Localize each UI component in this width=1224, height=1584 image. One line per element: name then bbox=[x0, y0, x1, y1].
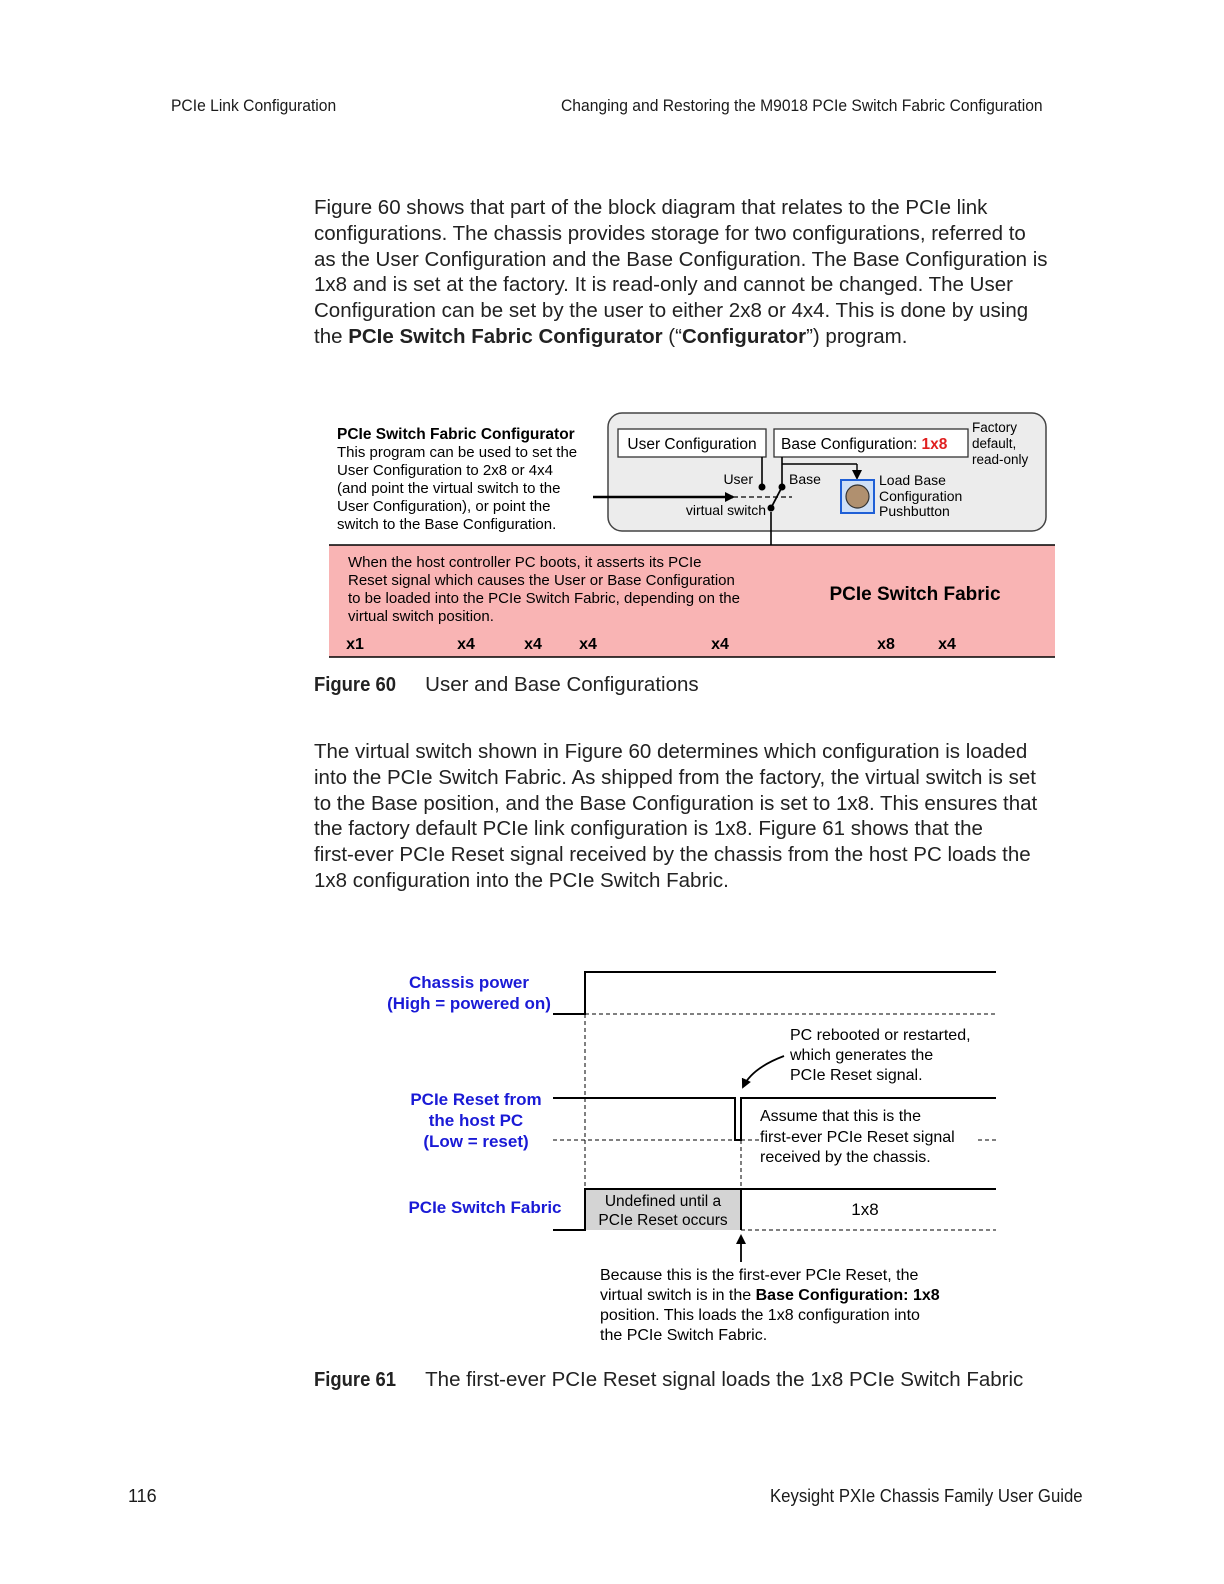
figure-61-caption bbox=[314, 1368, 1023, 1392]
configurator-desc-line: This program can be used to set the bbox=[337, 444, 578, 461]
lane-label: x4 bbox=[524, 636, 542, 653]
lane-label: x4 bbox=[579, 636, 597, 653]
configurator-name: PCIe Switch Fabric Configurator bbox=[348, 324, 663, 348]
text-line: configurations. The chassis provides storage for two configurations, referred to bbox=[314, 221, 1026, 245]
host-note-line: When the host controller PC boots, it asserts its PCIe bbox=[348, 554, 702, 571]
because-note-line: position. This loads the 1x8 configuration into bbox=[600, 1307, 920, 1324]
text-line: to the Base position, and the Base Configuration is set to 1x8. This ensures that bbox=[314, 791, 1038, 815]
user-position-label: User bbox=[723, 471, 753, 487]
chassis-power-label: (High = powered on) bbox=[387, 994, 551, 1013]
text-line: first-ever PCIe Reset signal received by the chassis from the host PC loads the bbox=[314, 843, 1031, 867]
rebooted-note-line: PC rebooted or restarted, bbox=[790, 1027, 971, 1044]
assume-note-line: first-ever PCIe Reset signal bbox=[760, 1129, 955, 1146]
configurator-desc-line: User Configuration to 2x8 or 4x4 bbox=[337, 462, 553, 479]
running-header-section: PCIe Link Configuration bbox=[171, 96, 337, 115]
switch-fabric-signal-label: PCIe Switch Fabric bbox=[408, 1198, 562, 1217]
text-line: into the PCIe Switch Fabric. As shipped from the factory, the virtual switch is set bbox=[314, 765, 1036, 789]
virtual-switch-label: virtual switch bbox=[685, 502, 766, 518]
because-bold-run: Base Configuration: 1x8 bbox=[755, 1287, 940, 1304]
pcie-reset-label: the host PC bbox=[428, 1111, 524, 1130]
guide-title: Keysight PXIe Chassis Family User Guide bbox=[770, 1486, 1083, 1506]
lane-label: x1 bbox=[346, 636, 364, 653]
lane-label: x4 bbox=[457, 636, 475, 653]
text-line: 1x8 configuration into the PCIe Switch Fabric. bbox=[314, 868, 729, 892]
figure-label: Figure 61 bbox=[314, 1368, 397, 1391]
lane-label: x4 bbox=[938, 636, 956, 653]
undefined-state-label: PCIe Reset occurs bbox=[598, 1212, 728, 1229]
text-line: the factory default PCIe link configuration is 1x8. Figure 61 shows that the bbox=[314, 817, 983, 841]
figure-title: The first-ever PCIe Reset signal loads the 1x8 PCIe Switch Fabric bbox=[425, 1368, 1024, 1391]
factory-note-line: default, bbox=[972, 436, 1017, 451]
user-contact-dot bbox=[759, 484, 766, 491]
pushbutton-cap bbox=[846, 485, 869, 508]
factory-note-line: read-only bbox=[972, 452, 1029, 467]
figure-label: Figure 60 bbox=[314, 673, 397, 696]
text-line: as the User Configuration and the Base Configuration. The Base Configuration is bbox=[314, 247, 1048, 271]
fabric-state-value: 1x8 bbox=[851, 1200, 879, 1219]
pushbutton-label-line: Load Base bbox=[879, 472, 946, 488]
assume-note-line: Assume that this is the bbox=[760, 1108, 921, 1125]
text-line: The virtual switch shown in Figure 60 determines which configuration is loaded bbox=[314, 740, 1028, 763]
virtual-switch-paragraph bbox=[314, 739, 1084, 894]
figure-61-timing-diagram bbox=[0, 940, 1224, 1360]
virtual-switch-pivot bbox=[768, 505, 775, 512]
switch-fabric-label: PCIe Switch Fabric bbox=[829, 584, 1001, 605]
configurator-desc-line: (and point the virtual switch to the bbox=[337, 480, 561, 497]
lane-label: x4 bbox=[711, 636, 729, 653]
because-note-line: the PCIe Switch Fabric. bbox=[600, 1327, 768, 1344]
figure-60-diagram bbox=[0, 0, 1224, 700]
page-number: 116 bbox=[128, 1486, 157, 1506]
text-line: Configuration can be set by the user to either 2x8 or 4x4. This is done by using bbox=[314, 299, 1029, 323]
pushbutton-label-line: Configuration bbox=[879, 488, 963, 504]
chassis-power-waveform bbox=[553, 972, 996, 1014]
because-note-line: Because this is the first-ever PCIe Reset, the bbox=[600, 1267, 919, 1284]
configurator-desc-line: User Configuration), or point the bbox=[337, 498, 551, 515]
configurator-desc-line: switch to the Base Configuration. bbox=[337, 516, 557, 533]
text-run: (“ bbox=[662, 324, 682, 348]
factory-note-line: Factory bbox=[972, 420, 1018, 435]
because-text-run: virtual switch is in the bbox=[600, 1287, 756, 1304]
configurator-short-name: Configurator bbox=[681, 324, 807, 348]
host-note-line: to be loaded into the PCIe Switch Fabric, depending on the bbox=[348, 590, 740, 607]
text-line: 1x8 and is set at the factory. It is read-only and cannot be changed. The User bbox=[314, 273, 1013, 297]
undefined-state-label: Undefined until a bbox=[604, 1193, 722, 1210]
figure-title: User and Base Configurations bbox=[425, 673, 699, 696]
rebooted-note-line: PCIe Reset signal. bbox=[790, 1067, 923, 1084]
figure-60-caption bbox=[314, 673, 699, 697]
base-config-label bbox=[781, 436, 948, 453]
assume-note-line: received by the chassis. bbox=[760, 1149, 931, 1166]
base-config-value: 1x8 bbox=[921, 436, 948, 453]
configurator-title: PCIe Switch Fabric Configurator bbox=[337, 426, 575, 443]
text-run: the bbox=[314, 324, 349, 348]
host-note-line: Reset signal which causes the User or Base Configuration bbox=[348, 572, 735, 589]
pcie-reset-label: (Low = reset) bbox=[423, 1132, 529, 1151]
running-header-chapter: Changing and Restoring the M9018 PCIe Switch Fabric Configuration bbox=[561, 96, 1043, 115]
host-note-line: virtual switch position. bbox=[348, 608, 494, 625]
chassis-power-label: Chassis power bbox=[409, 973, 529, 992]
text-line: Figure 60 shows that part of the block diagram that relates to the PCIe link bbox=[314, 196, 988, 219]
rebooted-note-line: which generates the bbox=[790, 1047, 934, 1064]
because-note-line bbox=[600, 1287, 940, 1304]
pcie-reset-label: PCIe Reset from bbox=[410, 1090, 542, 1109]
pushbutton-label-line: Pushbutton bbox=[879, 503, 950, 519]
rebooted-arrow bbox=[743, 1056, 784, 1087]
text-run: ”) program. bbox=[806, 324, 908, 348]
base-config-prefix: Base Configuration: bbox=[781, 436, 922, 453]
base-position-label: Base bbox=[789, 471, 821, 487]
user-config-label: User Configuration bbox=[627, 436, 757, 453]
lane-label: x8 bbox=[877, 636, 895, 653]
